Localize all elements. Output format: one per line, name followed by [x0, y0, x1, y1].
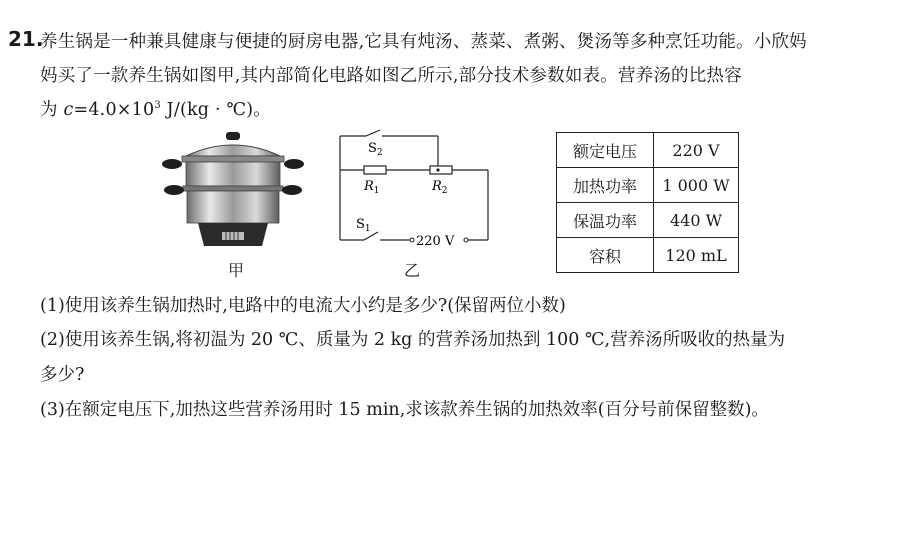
sub-question-2-line-1: (2)使用该养生锅,将初温为 20 ℃、质量为 2 kg 的营养汤加热到 100 ℃,营养汤所吸收的热量为 [40, 330, 786, 350]
param-value: 1 000 W [654, 168, 739, 203]
question-number: 21. [8, 27, 44, 51]
junction-dot [436, 168, 439, 171]
switch-s1-label: $S_1$ [356, 217, 371, 234]
resistor-r1-label: $R_1$ [364, 179, 380, 196]
intro-line3-prefix: 为 [40, 100, 64, 120]
specific-heat-value: =4.0×10 [73, 100, 155, 120]
switch-s2-blade [366, 130, 380, 136]
sub-question-1: (1)使用该养生锅加热时,电路中的电流大小约是多少?(保留两位小数) [40, 296, 566, 316]
param-value: 120 mL [654, 238, 739, 273]
question-intro-line-1: 养生锅是一种兼具健康与便捷的厨房电器,它具有炖汤、蒸菜、煮粥、煲汤等多种烹饪功能。小欣妈 [40, 32, 807, 52]
question-intro-line-2: 妈买了一款养生锅如图甲,其内部简化电路如图乙所示,部分技术参数如表。营养汤的比热容 [40, 66, 742, 86]
param-label: 容积 [557, 238, 654, 273]
circuit-diagram [334, 128, 494, 248]
param-label: 额定电压 [557, 133, 654, 168]
param-label: 保温功率 [557, 203, 654, 238]
resistor-r1 [364, 166, 386, 174]
resistor-r2-label: $R_2$ [432, 179, 448, 196]
specific-heat-exponent: 3 [154, 100, 161, 112]
figure-jia-label: 甲 [228, 261, 245, 280]
terminal-left [410, 238, 414, 242]
sub-question-2-line-2: 多少? [40, 365, 85, 385]
table-row [557, 133, 739, 168]
health-pot-illustration [158, 128, 308, 253]
param-value: 440 W [654, 203, 739, 238]
switch-s2-label: $S_2$ [368, 141, 383, 158]
param-label: 加热功率 [557, 168, 654, 203]
resistor-r2 [430, 166, 452, 174]
table-row [557, 168, 739, 203]
specific-heat-unit: J/(kg · ℃)。 [160, 100, 271, 120]
technical-parameters-table [556, 132, 739, 273]
terminal-right [464, 238, 468, 242]
table-row [557, 203, 739, 238]
voltage-source-label: 220 V [416, 234, 455, 248]
question-intro-line-3 [40, 96, 271, 121]
figure-yi-label: 乙 [404, 261, 421, 280]
param-value: 220 V [654, 133, 739, 168]
sub-question-3: (3)在额定电压下,加热这些营养汤用时 15 min,求该款养生锅的加热效率(百分号前保留整数)。 [40, 400, 769, 420]
specific-heat-symbol: c [63, 100, 74, 120]
table-row [557, 238, 739, 273]
